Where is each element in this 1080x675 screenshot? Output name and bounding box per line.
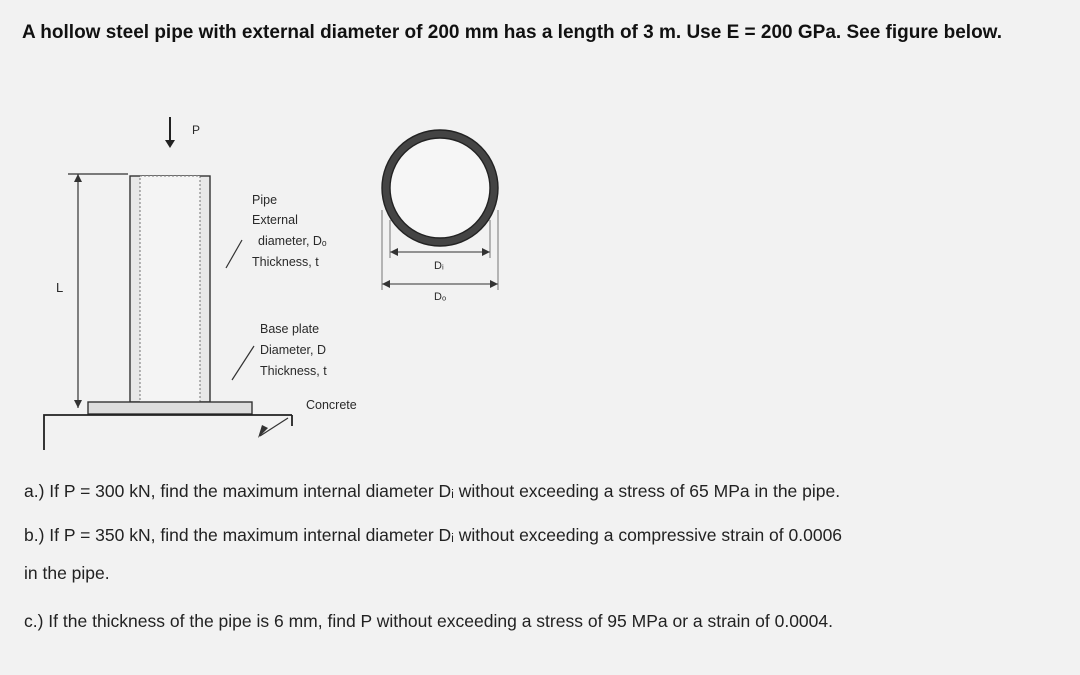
base-plate (88, 402, 252, 414)
inner-diameter-label: Dᵢ (434, 260, 444, 272)
pipe-figure (36, 100, 510, 450)
pipe-diagram (36, 100, 510, 450)
concrete-outline (44, 415, 292, 450)
question-b-line2: in the pipe. (24, 563, 110, 583)
base-plate-leader-line (232, 346, 254, 380)
question-b-line1: b.) If P = 350 kN, find the maximum internal diameter Dᵢ without exceeding a compressive strain of 0.0006 (24, 525, 843, 545)
pipe-leader-line (226, 240, 242, 268)
load-arrowhead (165, 140, 175, 148)
pipe-label: Pipe External diameter, Dₒ Thickness, t (252, 193, 327, 269)
outer-diameter-label: Dₒ (434, 291, 447, 303)
problem-statement: A hollow steel pipe with external diameter of 200 mm has a length of 3 m. Use E = 200 GPa. See figure below. (22, 22, 1003, 43)
concrete-label: Concrete (306, 398, 357, 412)
question-a: a.) If P = 300 kN, find the maximum internal diameter Dᵢ without exceeding a stress of 65 MPa in the pipe. (24, 481, 841, 501)
length-label: L (56, 280, 64, 295)
pipe-bore (140, 176, 200, 402)
pipe-cross-section-inner (390, 138, 490, 238)
base-plate-label: Base plate Diameter, D Thickness, t (260, 322, 327, 378)
question-c: c.) If the thickness of the pipe is 6 mm, find P without exceeding a stress of 95 MPa or a strain of 0.0004. (24, 611, 833, 631)
load-label: P (192, 123, 201, 137)
